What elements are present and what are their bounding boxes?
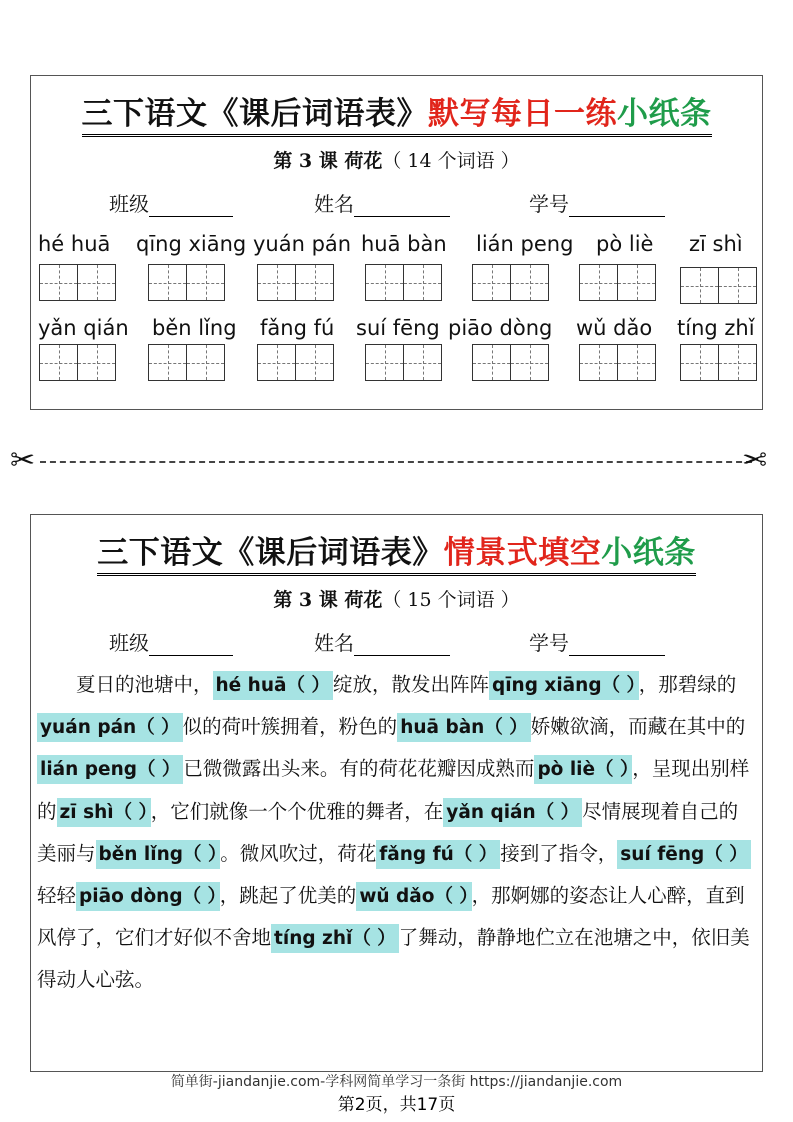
pinyin-label: lián peng <box>476 232 574 256</box>
name-field[interactable]: 姓名 <box>314 188 450 217</box>
blank-hl-polie[interactable]: pò liè（ ） <box>534 755 632 784</box>
blank-hl-zishi[interactable]: zī shì（ ） <box>57 798 151 827</box>
blank-hl-piaodong[interactable]: piāo dòng（ ） <box>76 882 220 911</box>
pinyin-label: fǎng fú <box>260 316 335 340</box>
pinyin-label: hé huā <box>38 232 111 256</box>
blank-hl-yanqian[interactable]: yǎn qián（ ） <box>443 798 582 827</box>
writing-grid[interactable] <box>39 344 115 381</box>
pinyin-label: zī shì <box>689 232 743 256</box>
class-field[interactable]: 班级 <box>109 188 233 217</box>
pinyin-label: suí fēng <box>356 316 440 340</box>
pinyin-label: běn lǐng <box>152 316 237 340</box>
writing-grid[interactable] <box>365 264 441 301</box>
card2-title: 三下语文《课后词语表》情景式填空小纸条 <box>31 527 762 572</box>
dictation-card <box>30 75 763 410</box>
scissors-icon: ✂ <box>10 443 36 478</box>
pinyin-label: wǔ dǎo <box>576 316 653 340</box>
story-paragraph: 夏日的池塘中， hé huā（ ） 绽放，散发出阵阵 qīng xiāng（ ） ，那碧绿的yuán pán（ ） 似的荷叶簇拥着，粉色的 huā bàn（ ） 娇嫩欲滴，而藏在其中的lián peng（ ） 已微微露出头来。有的荷花花瓣因成熟而 pò liè（ ） ，呈现出别样的 zī shì（ ） ，它们就像一个个优雅的舞者，在 yǎn qián（ ） 尽情展现着自己的美丽与 běn lǐng（ ） 。微风吹过，荷花 fǎng fú（ ） 接到了指令， suí fēng（ ）轻轻 piāo dòng（ ） ，跳起了优美的 wǔ dǎo（ ） ，那婀娜的姿态让人心醉，直到风停了，它们才好似不舍地 tíng zhǐ（ ） 了舞动，静静地伫立在池塘之中，依旧美得动人心弦。 <box>37 673 750 992</box>
writing-grid[interactable] <box>148 344 224 381</box>
blank-hl-hehua[interactable]: hé huā（ ） <box>213 671 333 700</box>
pinyin-label: yuán pán <box>253 232 352 256</box>
writing-grid[interactable] <box>257 344 333 381</box>
blank-hl-benling[interactable]: běn lǐng（ ） <box>96 840 221 869</box>
blank-hl-fangfu[interactable]: fǎng fú（ ） <box>376 840 500 869</box>
student-id-field[interactable]: 学号 <box>529 627 665 656</box>
card1-subtitle: 第 3 课 荷花（ 14 个词语 ） <box>273 150 520 172</box>
class-field[interactable]: 班级 <box>109 627 233 656</box>
blank-hl-lianpeng[interactable]: lián peng（ ） <box>37 755 183 784</box>
writing-grid[interactable] <box>680 344 756 381</box>
scissors-icon: ✂ <box>742 443 768 478</box>
cut-line <box>40 461 752 463</box>
writing-grid[interactable] <box>680 267 756 304</box>
writing-grid[interactable] <box>579 264 655 301</box>
pinyin-label: pò liè <box>596 232 654 256</box>
name-field[interactable]: 姓名 <box>314 627 450 656</box>
card1-title: 三下语文《课后词语表》默写每日一练小纸条 <box>31 88 762 133</box>
blank-hl-qingxiang[interactable]: qīng xiāng（ ） <box>489 671 639 700</box>
pinyin-label: qīng xiāng <box>136 232 247 256</box>
blank-hl-huaban[interactable]: huā bàn（ ） <box>397 713 531 742</box>
writing-grid[interactable] <box>472 264 548 301</box>
writing-grid[interactable] <box>472 344 548 381</box>
page-number: 第2页，共17页 <box>337 1095 456 1115</box>
blank-hl-suifeng[interactable]: suí fēng（ ） <box>617 840 750 869</box>
card2-subtitle: 第 3 课 荷花（ 15 个词语 ） <box>273 589 520 611</box>
blank-hl-tingzhi[interactable]: tíng zhǐ（ ） <box>271 924 399 953</box>
writing-grid[interactable] <box>257 264 333 301</box>
writing-grid[interactable] <box>148 264 224 301</box>
writing-grid[interactable] <box>365 344 441 381</box>
footer-site[interactable]: 简单街-jiandanjie.com-学科网简单学习一条街 https://jiandanjie.com <box>170 1074 623 1090</box>
blank-hl-yuanpan[interactable]: yuán pán（ ） <box>37 713 183 742</box>
student-id-field[interactable]: 学号 <box>529 188 665 217</box>
blank-hl-wudao[interactable]: wǔ dǎo（ ） <box>356 882 471 911</box>
writing-grid[interactable] <box>39 264 115 301</box>
pinyin-label: huā bàn <box>361 232 447 256</box>
pinyin-label: piāo dòng <box>448 316 553 340</box>
pinyin-label: tíng zhǐ <box>677 316 755 340</box>
writing-grid[interactable] <box>579 344 655 381</box>
pinyin-label: yǎn qián <box>38 316 129 340</box>
